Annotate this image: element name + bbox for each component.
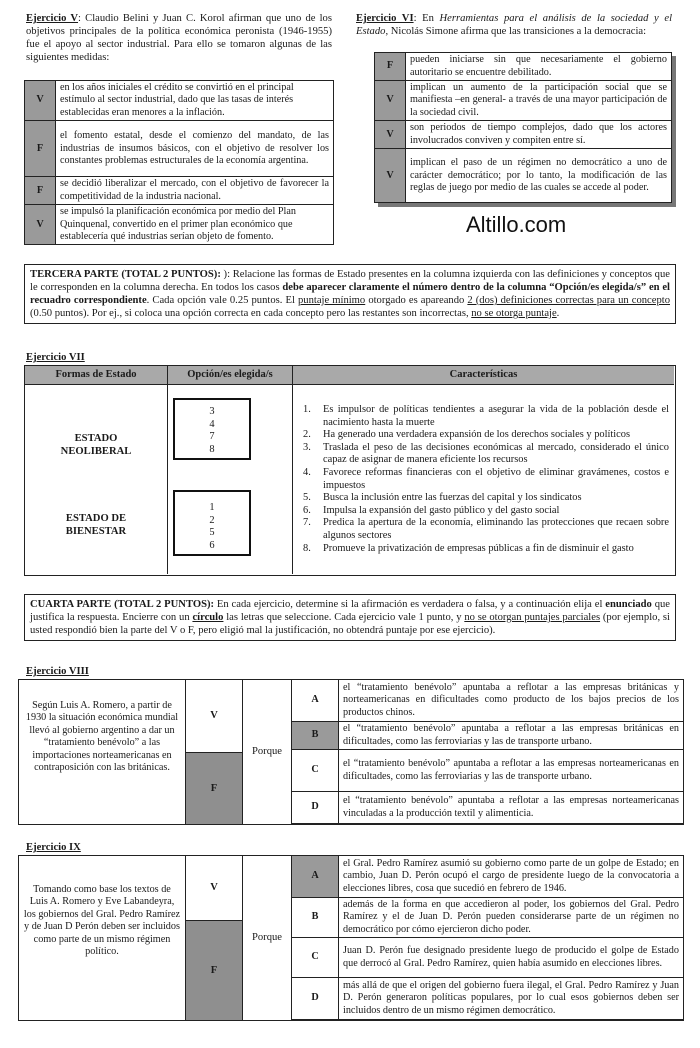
ex5-row (25, 177, 334, 205)
ex5-text: se impulsó la planificación económica por medio del Plan Quinquenal, convertido en el primer plan económico que establecería qué industrias serían objeto de fomento. (56, 205, 334, 245)
ex7-characteristic: 4. Favorece reformas financieras con el objetivo de eliminar gravámenes, costos e impuestos (303, 466, 669, 491)
ex9-option-text: Juan D. Perón fue designado presidente luego de producido el golpe de Estado que derrocó al Gral. Pedro Ramírez, quien había asumido en elecciones libres. (339, 938, 684, 978)
ex5-table (24, 80, 334, 245)
ex8-option-row (292, 722, 684, 750)
ex8-option-row (292, 792, 684, 824)
ex8-options (291, 679, 684, 824)
ex8-true-option[interactable]: V (210, 710, 218, 721)
ex7-characteristic: 2. Ha generado una verdadera expansión de los derechos sociales y políticos (303, 429, 630, 441)
ex9-option-text: el Gral. Pedro Ramírez asumió su gobierno como parte de un golpe de Estado; en cambio, Juan D. Perón ocupó el cargo de presidente luego de la convocatoria a elecciones libres, cosa que sucedió en febrero de 1946. (339, 856, 684, 898)
ex6-intro: Ejercicio VI: En Herramientas para el análisis de la sociedad y el Estado, Nicolás Simone afirma que las transiciones a la democracia: (356, 13, 673, 37)
ex7-option-box-neoliberal[interactable]: 3 4 7 8 (173, 398, 251, 460)
ex8-false-option[interactable]: F (186, 753, 242, 824)
ex5-text: el fomento estatal, desde el comienzo del mandato, de las industrias de insumos básicos, con el objetivo de resolver los constantes problemas estructurales de la economía argentina. (56, 121, 334, 177)
ex8-option-text: el “tratamiento benévolo” apuntaba a reflotar a las empresas británicas y norteamericanas en dificultades como producto de los bajos precios de los productos chinos. (339, 680, 684, 722)
ex5-text: se decidió liberalizar el mercado, con el objetivo de favorecer la competitividad de la industria nacional. (56, 177, 334, 205)
ex8-option-row (292, 680, 684, 722)
ex5-mark[interactable]: V (25, 81, 56, 121)
ex6-text: implican el paso de un régimen no democrático a uno de carácter democrático; por lo tanto, la modificación de las reglas de juego por medio de las cuales se accede al poder. (406, 149, 672, 203)
ex7-col-sep (167, 384, 168, 574)
ex7-state-bienestar: ESTADO DE BIENESTAR (65, 513, 127, 537)
ex6-title: Ejercicio VI (356, 13, 414, 24)
ex5-mark[interactable]: V (25, 205, 56, 245)
ex9-option-letter[interactable]: B (292, 898, 339, 938)
ex7-option-box-bienestar[interactable]: 1 2 5 6 (173, 490, 251, 556)
ex5-text: en los años iniciales el crédito se convirtió en el principal estímulo al sector industrial, dado que las tasas de interés establecidas eran menores a la inflación. (56, 81, 334, 121)
ex7-characteristic: 7. Predica la apertura de la economía, eliminando las protecciones que recaen sobre algunos sectores (303, 517, 669, 541)
ex8-option-letter[interactable]: A (292, 680, 339, 722)
ex7-header-caracteristicas: Características (293, 366, 674, 385)
part3-heading: TERCERA PARTE (TOTAL 2 PUNTOS): (30, 269, 221, 280)
part4-heading: CUARTA PARTE (TOTAL 2 PUNTOS): (30, 599, 215, 610)
ex7-characteristic: 8. Promueve la privatización de empresas públicas a fin de disminuir el gasto (303, 542, 634, 554)
ex6-row (375, 149, 672, 203)
ex8-option-letter[interactable]: D (292, 792, 339, 824)
ex7-header-opcion: Opción/es elegida/s (168, 366, 293, 385)
altillo-watermark: Altillo.com (466, 212, 567, 237)
part3-box: TERCERA PARTE (TOTAL 2 PUNTOS): ): Relacione las formas de Estado presentes en la columna izquierda con las definiciones y conceptos que le corresponden en la columna derecha. En todos los casos debe aparecer claramente el número dentro de la columna “Opción/es elegida/s” en el recuadro correspondiente. Cada opción vale 0.25 puntos. El puntaje mínimo otorgado es apareando 2 (dos) definiciones correctas para un concepto (0.50 puntos). Por ej., si coloca una opción correcta en cada concepto pero las restantes son incorrectas, no se otorga puntaje. (24, 264, 676, 324)
ex9-option-row (292, 938, 684, 978)
ex9-porque: Porque (251, 932, 282, 943)
ex6-row (375, 53, 672, 81)
ex6-table (374, 52, 672, 203)
ex7-header-formas: Formas de Estado (25, 366, 168, 385)
ex9-option-letter[interactable]: A (292, 856, 339, 898)
ex5-mark[interactable]: F (25, 121, 56, 177)
ex5-row (25, 81, 334, 121)
ex8-option-text: el “tratamiento benévolo” apuntaba a reflotar a las empresas británicas en dificultades, como las ferroviarias y las de transporte urbano. (339, 722, 684, 750)
ex7-characteristic: 3. Traslada el peso de las decisiones económicas al mercado, considerado el único capaz de asignar de manera eficiente los recursos (303, 441, 669, 466)
ex7-table (24, 365, 676, 576)
ex9-option-text: además de la forma en que accedieron al poder, los gobiernos del Gral. Pedro Ramírez y el de Juan D. Perón pueden considerarse parte de un régimen no democrático por cómo ejercieron dicho poder. (339, 898, 684, 938)
ex5-intro: Ejercicio V: Claudio Belini y Juan C. Korol afirman que uno de los objetivos principales de la política económica peronista (1946-1955) fue el apoyo al sector industrial. Para ello se tomaron algunas de las siguientes medidas: (26, 13, 332, 63)
ex6-text: pueden iniciarse sin que necesariamente el gobierno autoritario se encuentre debilitado. (406, 53, 672, 81)
ex7-title: Ejercicio VII (26, 352, 85, 363)
ex5-row (25, 121, 334, 177)
ex9-option-row (292, 898, 684, 938)
ex8-option-row (292, 750, 684, 792)
ex6-mark[interactable]: V (375, 81, 406, 121)
ex9-option-row (292, 856, 684, 898)
ex6-row (375, 81, 672, 121)
ex9-title: Ejercicio IX (26, 842, 81, 853)
ex9-table (18, 855, 684, 1021)
ex8-statement: Según Luis A. Romero, a partir de 1930 la situación económica mundial llevó al gobierno argentino a dar un “tratamiento benévolo” a las importaciones norteamericanas en contraposición con las británicas. (25, 700, 179, 774)
ex9-true-option[interactable]: V (210, 882, 218, 893)
part4-box: CUARTA PARTE (TOTAL 2 PUNTOS): En cada ejercicio, determine si la afirmación es verdadera o falsa, y a continuación elija el enunciado que justifica la respuesta. Encierre con un círculo las letras que seleccione. Cada ejercicio vale 1 punto, y no se otorgan puntajes parciales (por ejemplo, si usted respondió bien la parte del V o F, pero eligió mal la justificación, no obtendrá puntaje por ese ejercicio). (24, 594, 676, 641)
ex7-state-neoliberal: ESTADO NEOLIBERAL (60, 433, 132, 457)
ex9-false-option[interactable]: F (186, 921, 242, 1020)
ex8-title: Ejercicio VIII (26, 666, 89, 677)
ex9-option-text: más allá de que el origen del gobierno fuera ilegal, el Gral. Pedro Ramírez y Juan D. Perón generaron políticas populares, por lo cual esos gobiernos deben ser incluidos dentro de un mismo régimen democrático. (339, 978, 684, 1020)
ex7-characteristic: 6. Impulsa la expansión del gasto público y del gasto social (303, 504, 560, 516)
ex7-col-sep (292, 384, 293, 574)
ex7-characteristic: 5. Busca la inclusión entre las fuerzas del capital y los sindicatos (303, 492, 582, 504)
ex6-mark[interactable]: V (375, 121, 406, 149)
ex8-option-text: el “tratamiento benévolo” apuntaba a reflotar a las empresas norteamericanas en dificultades, como las ferroviarias y las de transporte urbano. (339, 750, 684, 792)
ex8-porque: Porque (251, 746, 282, 757)
ex5-row (25, 205, 334, 245)
ex9-option-letter[interactable]: C (292, 938, 339, 978)
ex6-mark[interactable]: V (375, 149, 406, 203)
ex7-characteristic: 1. Es impulsor de políticas tendientes a asegurar la vida de la población desde el nacimiento hasta la muerte (303, 404, 669, 428)
ex5-title: Ejercicio V (26, 13, 79, 24)
ex9-statement: Tomando como base los textos de Luis A. Romero y Eve Labandeyra, los gobiernos del Gral. Pedro Ramírez y de Juan D Perón deben ser incluidos como parte de un mismo régimen político. (23, 884, 181, 958)
ex6-row (375, 121, 672, 149)
ex8-option-text: el “tratamiento benévolo” apuntaba a reflotar a las empresas norteamericanas vinculadas a la producción textil y alimenticia. (339, 792, 684, 824)
ex5-mark[interactable]: F (25, 177, 56, 205)
ex6-mark[interactable]: F (375, 53, 406, 81)
ex9-options (291, 855, 684, 1020)
ex6-text: son periodos de tiempo complejos, dado que los actores involucrados conviven y compiten entre sí. (406, 121, 672, 149)
ex8-option-letter[interactable]: C (292, 750, 339, 792)
ex8-option-letter[interactable]: B (292, 722, 339, 750)
ex8-table (18, 679, 684, 825)
ex9-option-letter[interactable]: D (292, 978, 339, 1020)
ex6-text: implican un aumento de la participación social que se manifiesta –en general- a través de una mayor participación de la sociedad civil. (406, 81, 672, 121)
ex9-option-row (292, 978, 684, 1020)
ex7-characteristics-list (297, 404, 669, 555)
